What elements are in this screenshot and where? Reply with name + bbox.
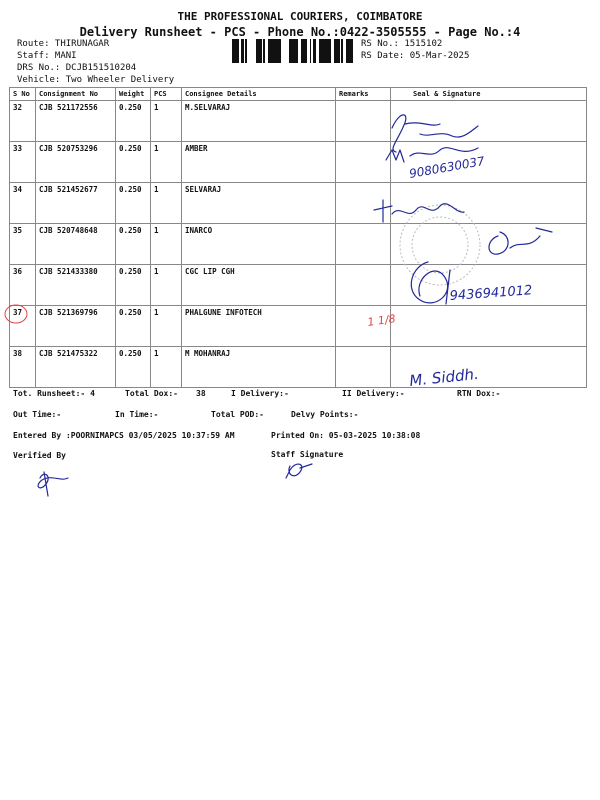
- table-row: [10, 265, 587, 306]
- verified-by: Verified By: [13, 451, 66, 460]
- printed-on: Printed On: 05-03-2025 10:38:08: [271, 431, 421, 440]
- cell-weight: 0.250: [116, 183, 151, 224]
- barcode-bar: [346, 39, 347, 63]
- cell-remarks: [336, 306, 391, 347]
- ii-delivery: II Delivery:-: [342, 389, 405, 398]
- cell-consignment: CJB 520753296: [36, 142, 116, 183]
- barcode-bar: [305, 39, 307, 63]
- barcode-bar: [323, 39, 325, 63]
- col-pcs: PCS: [151, 88, 182, 101]
- barcode-bar: [275, 39, 277, 63]
- company-name: THE PROFESSIONAL COURIERS, COIMBATORE: [177, 10, 423, 23]
- signature-row-38: M. Siddh.: [408, 364, 480, 390]
- barcode-bar: [238, 39, 239, 63]
- cell-signature: [391, 183, 587, 224]
- cell-consignee: SELVARAJ: [182, 183, 336, 224]
- table-row: [10, 101, 587, 142]
- cell-weight: 0.250: [116, 142, 151, 183]
- col-consignment: Consignment No: [36, 88, 116, 101]
- barcode-bar: [233, 39, 235, 63]
- cell-consignment: CJB 521452677: [36, 183, 116, 224]
- staff-signature-label: Staff Signature: [271, 450, 344, 459]
- cell-remarks: [336, 224, 391, 265]
- cell-pcs: 1: [151, 347, 182, 388]
- verified-signature: [38, 472, 68, 496]
- cell-pcs: 1: [151, 306, 182, 347]
- remark-row-37: 1 1/8: [366, 312, 397, 329]
- total-dox-label: Total Dox:-: [125, 389, 178, 398]
- cell-consignee: PHALGUNE INFOTECH: [182, 306, 336, 347]
- barcode-bar: [292, 39, 293, 63]
- out-time: Out Time:-: [13, 410, 62, 419]
- phone-row-36: 9436941012: [449, 283, 533, 304]
- table-row: [10, 224, 587, 265]
- table-row: [10, 306, 587, 347]
- rtn-dox: RTN Dox:-: [457, 389, 501, 398]
- cell-signature: [391, 224, 587, 265]
- staff-label: Staff: MANI: [17, 51, 77, 61]
- col-sno: S No: [10, 88, 36, 101]
- barcode-bar: [337, 39, 340, 63]
- cell-weight: 0.250: [116, 101, 151, 142]
- table-header-row: [10, 88, 587, 101]
- barcode-bar: [293, 39, 295, 63]
- total-pod: Total POD:-: [211, 410, 264, 419]
- barcode-bar: [263, 39, 265, 63]
- barcode-bar: [271, 39, 274, 63]
- barcode-bar: [329, 39, 331, 63]
- vehicle-label: Vehicle: Two Wheeler Delivery: [17, 75, 175, 85]
- cell-consignment: CJB 520748648: [36, 224, 116, 265]
- barcode-bar: [325, 39, 328, 63]
- cell-signature: [391, 142, 587, 183]
- entered-by: Entered By :POORNIMAPCS 03/05/2025 10:37:59 AM: [13, 431, 235, 440]
- barcode-bar: [295, 39, 298, 63]
- cell-pcs: 1: [151, 265, 182, 306]
- cell-consignee: AMBER: [182, 142, 336, 183]
- barcode-bar: [289, 39, 292, 63]
- barcode-bar: [301, 39, 304, 63]
- cell-remarks: [336, 183, 391, 224]
- cell-consignee: INARCO: [182, 224, 336, 265]
- barcode-bar: [304, 39, 305, 63]
- cell-signature: [391, 101, 587, 142]
- barcode-bar: [328, 39, 329, 63]
- barcode-bar: [241, 39, 244, 63]
- i-delivery: I Delivery:-: [231, 389, 289, 398]
- barcode-bar: [268, 39, 269, 63]
- cell-weight: 0.250: [116, 224, 151, 265]
- drs-number: DRS No.: DCJB151510204: [17, 63, 137, 73]
- barcode-bar: [322, 39, 323, 63]
- barcode-bar: [334, 39, 335, 63]
- cell-signature: [391, 347, 587, 388]
- cell-pcs: 1: [151, 183, 182, 224]
- barcode-bar: [256, 39, 257, 63]
- cell-weight: 0.250: [116, 306, 151, 347]
- cell-consignment: CJB 521369796: [36, 306, 116, 347]
- barcode-bar: [347, 39, 349, 63]
- cell-sno: 33: [10, 142, 36, 183]
- cell-consignee: M MOHANRAJ: [182, 347, 336, 388]
- table-row: [10, 347, 587, 388]
- col-remarks: Remarks: [336, 88, 391, 101]
- col-weight: Weight: [116, 88, 151, 101]
- barcode-bar: [269, 39, 271, 63]
- runsheet-table: [9, 87, 587, 388]
- in-time: In Time:-: [115, 410, 159, 419]
- table-row: [10, 183, 587, 224]
- cell-weight: 0.250: [116, 265, 151, 306]
- cell-sno: 34: [10, 183, 36, 224]
- barcode-bar: [259, 39, 262, 63]
- cell-sno: 38: [10, 347, 36, 388]
- barcode-bar: [232, 39, 233, 63]
- cell-remarks: [336, 142, 391, 183]
- cell-consignment: CJB 521475322: [36, 347, 116, 388]
- cell-remarks: [336, 347, 391, 388]
- barcode-bar: [341, 39, 343, 63]
- cell-remarks: [336, 265, 391, 306]
- col-consignee: Consignee Details: [182, 88, 336, 101]
- barcode-bar: [319, 39, 322, 63]
- col-signature: Seal & Signature: [391, 88, 587, 101]
- cell-remarks: [336, 101, 391, 142]
- tot-runsheet: Tot. Runsheet:- 4: [13, 389, 95, 398]
- cell-weight: 0.250: [116, 347, 151, 388]
- cell-consignment: CJB 521172556: [36, 101, 116, 142]
- staff-signature-mark: [286, 464, 312, 478]
- cell-consignee: M.SELVARAJ: [182, 101, 336, 142]
- rs-date: RS Date: 05-Mar-2025: [361, 51, 470, 61]
- runsheet-title: Delivery Runsheet - PCS - Phone No.:0422-3505555 - Page No.:4: [79, 25, 521, 39]
- barcode-bar: [310, 39, 311, 63]
- barcode-bar: [274, 39, 275, 63]
- cell-sno: 35: [10, 224, 36, 265]
- barcode-bar: [313, 39, 316, 63]
- cell-sno: 37: [10, 306, 36, 347]
- cell-signature: [391, 265, 587, 306]
- cell-pcs: 1: [151, 101, 182, 142]
- phone-row-33: 9080630037: [408, 153, 486, 181]
- cell-consignment: CJB 521433380: [36, 265, 116, 306]
- barcode-bar: [349, 39, 352, 63]
- cell-pcs: 1: [151, 224, 182, 265]
- cell-sno: 36: [10, 265, 36, 306]
- table-row: [10, 142, 587, 183]
- cell-pcs: 1: [151, 142, 182, 183]
- barcode-bar: [280, 39, 281, 63]
- delvy-points: Delvy Points:-: [291, 410, 359, 419]
- cell-consignee: CGC LIP CGH: [182, 265, 336, 306]
- route-label: Route: THIRUNAGAR: [17, 39, 110, 49]
- barcode-bar: [257, 39, 259, 63]
- cell-sno: 32: [10, 101, 36, 142]
- cell-signature: [391, 306, 587, 347]
- barcode-bar: [277, 39, 280, 63]
- rs-number: RS No.: 1515102: [361, 39, 443, 49]
- barcode-bar: [235, 39, 238, 63]
- barcode-bar: [335, 39, 337, 63]
- barcode-image: [229, 39, 355, 63]
- barcode-bar: [352, 39, 353, 63]
- total-dox-value: 38: [196, 389, 206, 398]
- barcode-bar: [245, 39, 247, 63]
